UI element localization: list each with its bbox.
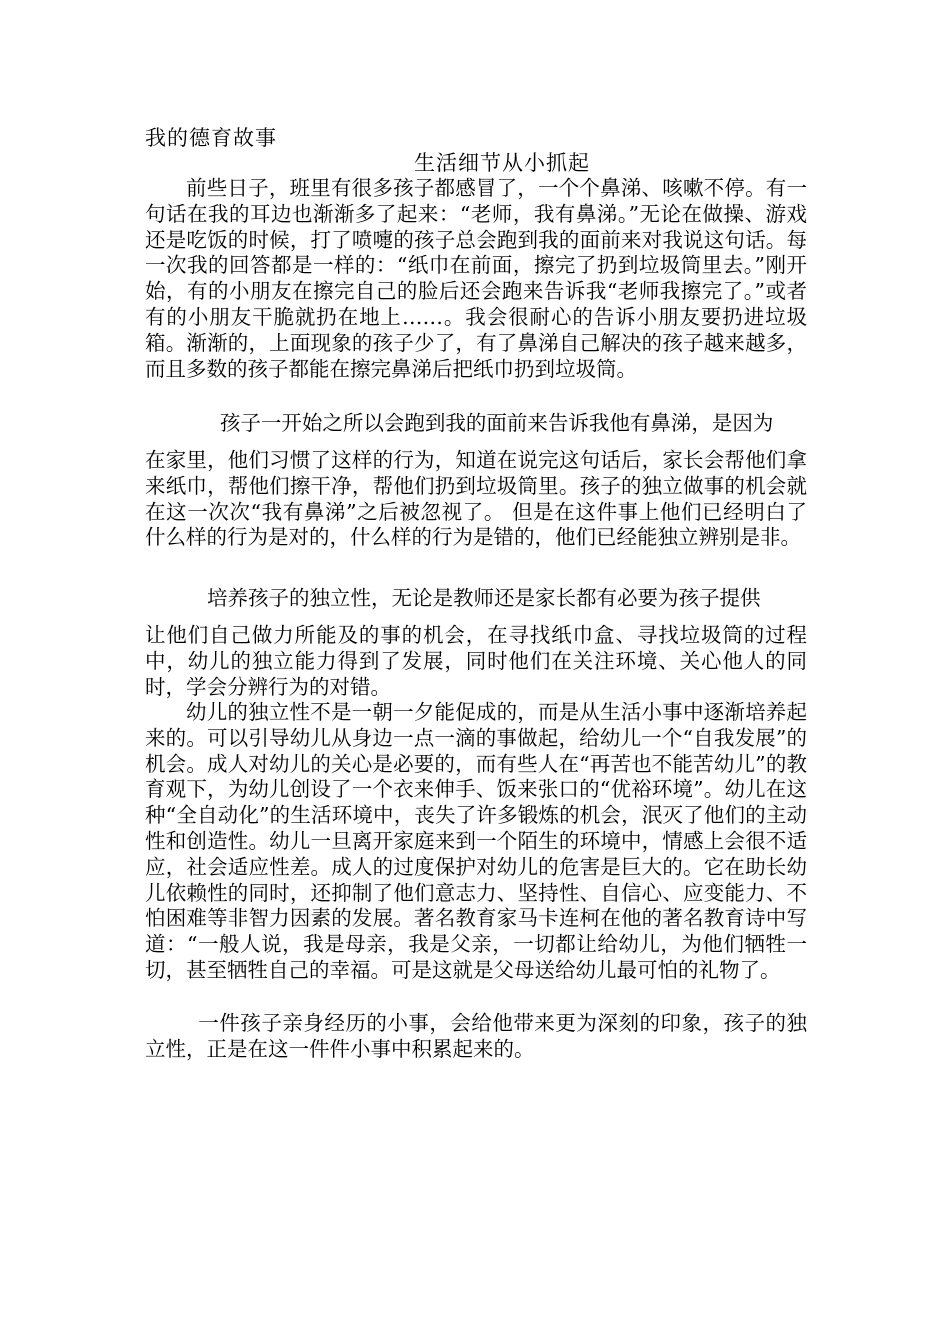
paragraph-3-continued: 让他们自己做力所能及的事的机会，在寻找纸巾盒、寻找垃圾筒的过程中，幼儿的独立能力得到了发展，同时他们在关注环境、关心他人的同时，学会分辨行为的对错。 bbox=[145, 623, 807, 699]
paragraph-1: 前些日子，班里有很多孩子都感冒了，一个个鼻涕、咳嗽不停。有一句话在我的耳边也渐渐多了起来：“老师，我有鼻涕。”无论在做操、游戏还是吃饭的时候，打了喷嚏的孩子总会跑到我的面前来对我说这句话。每一次我的回答都是一样的：“纸巾在前面，擦完了扔到垃圾筒里去。”刚开始，有的小朋友在擦完自己的脸后还会跑来告诉我“老师我擦完了。”或者有的小朋友干脆就扔在地上……。我会很耐心的告诉小朋友要扔进垃圾箱。渐渐的，上面现象的孩子少了，有了鼻涕自己解决的孩子越来越多，而且多数的孩子都能在擦完鼻涕后把纸巾扔到垃圾筒。 bbox=[145, 176, 807, 381]
document-subtitle: 生活细节从小抓起 bbox=[414, 151, 590, 175]
document-title: 我的德育故事 bbox=[145, 126, 277, 150]
paragraph-4: 幼儿的独立性不是一朝一夕能促成的，而是从生活小事中逐渐培养起来的。可以引导幼儿从身边一点一滴的事做起，给幼儿一个“自我发展”的机会。成人对幼儿的关心是必要的，而有些人在“再苦也不能苦幼儿”的教育观下，为幼儿创设了一个衣来伸手、饭来张口的“优裕环境”。幼儿在这种“全自动化”的生活环境中，丧失了许多锻炼的机会，泯灭了他们的主动性和创造性。幼儿一旦离开家庭来到一个陌生的环境中，情感上会很不适应，社会适应性差。成人的过度保护对幼儿的危害是巨大的。它在助长幼儿依赖性的同时，还抑制了他们意志力、坚持性、自信心、应变能力、不怕困难等非智力因素的发展。著名教育家马卡连柯在他的著名教育诗中写道：“一般人说，我是母亲，我是父亲，一切都让给幼儿，为他们牺牲一切，甚至牺牲自己的幸福。可是这就是父母送给幼儿最可怕的礼物了。 bbox=[145, 700, 807, 982]
paragraph-2-first-line: 孩子一开始之所以会跑到我的面前来告诉我他有鼻涕，是因为 bbox=[219, 411, 774, 435]
paragraph-2-continued: 在家里，他们习惯了这样的行为，知道在说完这句话后，家长会帮他们拿来纸巾，帮他们擦干净，帮他们扔到垃圾筒里。孩子的独立做事的机会就在这一次次“我有鼻涕”之后被忽视了。 但是在这件事上他们已经明白了什么样的行为是对的，什么样的行为是错的，他们已经能独立辨别是非。 bbox=[145, 448, 807, 550]
paragraph-3-first-line: 培养孩子的独立性，无论是教师还是家长都有必要为孩子提供 bbox=[207, 586, 761, 610]
paragraph-5: 一件孩子亲身经历的小事，会给他带来更为深刻的印象，孩子的独立性，正是在这一件件小事中积累起来的。 bbox=[145, 1011, 807, 1061]
